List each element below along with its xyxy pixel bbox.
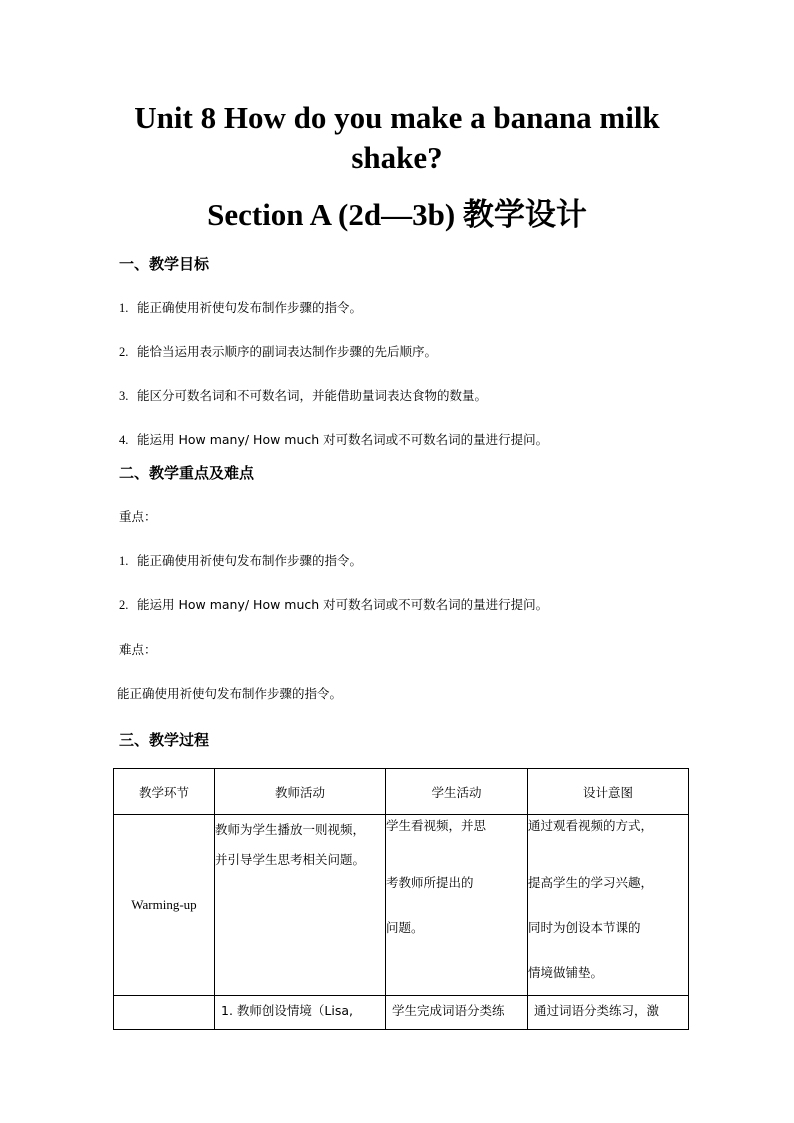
objective-item bbox=[119, 343, 437, 361]
student-activity-cell: 学生完成词语分类练 bbox=[386, 996, 528, 1030]
doc-title-line2: shake? bbox=[351, 140, 443, 175]
key-points-label: 重点： bbox=[119, 509, 157, 524]
teaching-process-table bbox=[113, 768, 689, 1030]
design-purpose-line: 通过观看视频的方式， bbox=[528, 818, 654, 833]
stage-cell: Warming-up bbox=[114, 815, 215, 996]
objective-item bbox=[119, 299, 362, 317]
key-point-number: 1. bbox=[119, 554, 129, 568]
column-header-purpose: 设计意图 bbox=[528, 769, 689, 815]
difficult-point-text: 能正确使用祈使句发布制作步骤的指令。 bbox=[117, 686, 343, 701]
objective-text: 能区分可数名词和不可数名词，并能借助量词表达食物的数量。 bbox=[137, 388, 488, 403]
column-header-teacher: 教师活动 bbox=[215, 769, 386, 815]
table-row bbox=[114, 815, 689, 996]
key-point-number: 2. bbox=[119, 598, 129, 612]
design-purpose-cell bbox=[528, 815, 689, 996]
section1-heading: 一、教学目标 bbox=[119, 255, 210, 273]
teacher-activity-line: 教师为学生播放一则视频， bbox=[215, 822, 366, 837]
design-purpose-line: 提高学生的学习兴趣， bbox=[528, 875, 654, 890]
key-point-item bbox=[119, 596, 548, 614]
teacher-activity-line: 并引导学生思考相关问题。 bbox=[215, 852, 366, 867]
key-point-text: 能运用 How many/ How much 对可数名词或不可数名词的量进行提问。 bbox=[137, 597, 549, 612]
table-header-row bbox=[114, 769, 689, 815]
doc-subtitle: Section A (2d—3b) 教学设计 bbox=[207, 197, 587, 232]
objective-text: 能恰当运用表示顺序的副词表达制作步骤的先后顺序。 bbox=[137, 344, 438, 359]
section2-heading: 二、教学重点及难点 bbox=[119, 464, 255, 482]
difficult-points-label: 难点： bbox=[119, 642, 157, 657]
student-activity-line: 问题。 bbox=[386, 920, 424, 935]
objective-number: 2. bbox=[119, 345, 129, 359]
objective-text: 能正确使用祈使句发布制作步骤的指令。 bbox=[137, 300, 363, 315]
section3-heading: 三、教学过程 bbox=[119, 731, 210, 749]
key-point-text: 能正确使用祈使句发布制作步骤的指令。 bbox=[137, 553, 363, 568]
teacher-activity-cell bbox=[215, 815, 386, 996]
teacher-activity-cell: 1. 教师创设情境（Lisa, bbox=[215, 996, 386, 1030]
objective-number: 1. bbox=[119, 301, 129, 315]
column-header-student: 学生活动 bbox=[386, 769, 528, 815]
column-header-stage: 教学环节 bbox=[114, 769, 215, 815]
objective-item bbox=[119, 387, 487, 405]
objective-text: 能运用 How many/ How much 对可数名词或不可数名词的量进行提问。 bbox=[137, 432, 549, 447]
student-activity-line: 学生看视频，并思 bbox=[386, 818, 487, 833]
design-purpose-line: 同时为创设本节课的 bbox=[528, 920, 641, 935]
objective-number: 3. bbox=[119, 389, 129, 403]
key-point-item bbox=[119, 552, 362, 570]
student-activity-line: 考教师所提出的 bbox=[386, 875, 474, 890]
student-activity-cell bbox=[386, 815, 528, 996]
design-purpose-line: 情境做铺垫。 bbox=[528, 965, 604, 980]
table-row bbox=[114, 996, 689, 1030]
doc-title-line1: Unit 8 How do you make a banana milk bbox=[134, 100, 660, 135]
design-purpose-cell: 通过词语分类练习，激 bbox=[528, 996, 689, 1030]
objective-number: 4. bbox=[119, 433, 129, 447]
objective-item bbox=[119, 431, 548, 449]
stage-cell bbox=[114, 996, 215, 1030]
